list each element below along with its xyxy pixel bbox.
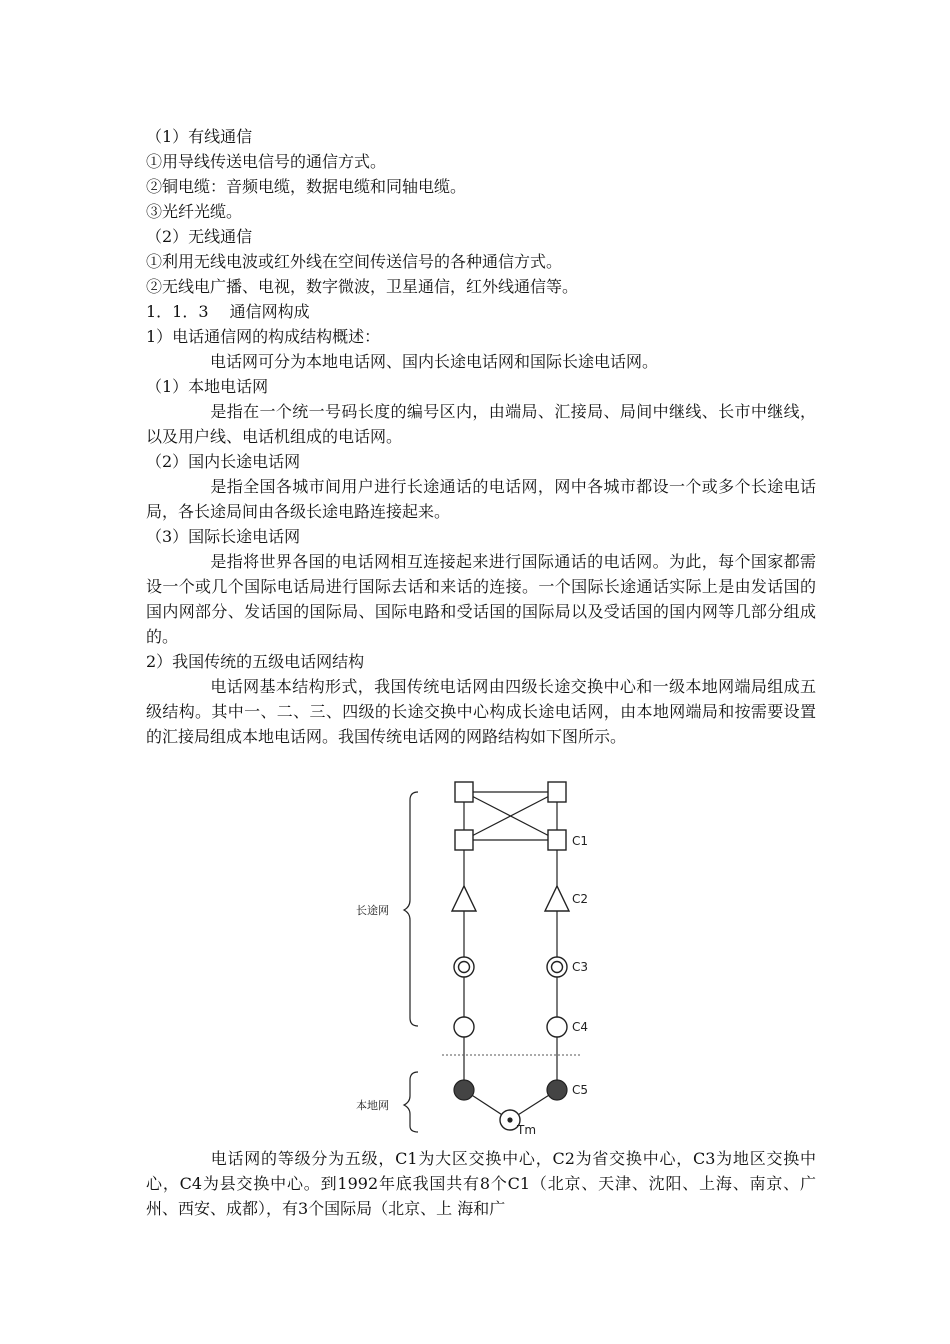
paragraph: 电话网可分为本地电话网、国内长途电话网和国际长途电话网。 (210, 352, 659, 371)
square-node (455, 782, 473, 802)
label-c4: C4 (572, 1020, 589, 1034)
heading-domestic-network: （2）国内长途电话网 (146, 452, 301, 471)
subsection-heading: 1）电话通信网的构成结构概述： (146, 327, 381, 346)
square-node (455, 830, 473, 850)
circle-node (454, 1017, 474, 1037)
section-heading: 1．1．3 通信网构成 (146, 302, 310, 321)
label-tm: Tm (517, 1123, 537, 1137)
paragraph: 是指全国各城市间用户进行长途通话的电话网，网中各城市都设一个或多个长途电话局，各长途局间由各级长途电路连接起来。 (146, 477, 816, 521)
paragraph: 是指在一个统一号码长度的编号区内，由端局、汇接局、局间中继线、长市中继线，以及用户线、电话机组成的电话网。 (146, 402, 816, 446)
circle-node (547, 1017, 567, 1037)
label-c2: C2 (572, 892, 589, 906)
triangle-node (452, 886, 476, 911)
paragraph-after-figure: 电话网的等级分为五级，C1为大区交换中心，C2为省交换中心，C3为地区交换中心，C4为县交换中心。到1992年底我国共有8个C1（北京、天津、沈阳、上海、南京、广州、西安、成都），有3个国际局（北京、上 海和广 (146, 1149, 816, 1218)
label-local: 本地网 (356, 1099, 389, 1112)
main-text (146, 124, 816, 749)
list-item: ②铜电缆：音频电缆，数据电缆和同轴电缆。 (146, 177, 467, 196)
filled-circle-node (454, 1080, 474, 1100)
heading-wireless: （2）无线通信 (146, 227, 253, 246)
list-item: ①利用无线电波或红外线在空间传送信号的各种通信方式。 (146, 252, 563, 271)
paragraph: 是指将世界各国的电话网相互连接起来进行国际通话的电话网。为此，每个国家都需设一个或几个国际电话局进行国际去话和来话的连接。一个国际长途通话实际上是由发话国的国内网部分、发话国的国际局、国际电路和受话国的国际局以及受话国的国内网等几部分组成的。 (146, 552, 816, 646)
triangle-node (545, 886, 569, 911)
label-long-distance: 长途网 (356, 904, 389, 917)
label-c5: C5 (572, 1083, 589, 1097)
heading-local-network: （1）本地电话网 (146, 377, 269, 396)
filled-circle-node (547, 1080, 567, 1100)
heading-wired: （1）有线通信 (146, 127, 253, 146)
paragraph: 电话网基本结构形式，我国传统电话网由四级长途交换中心和一级本地网端局组成五级结构。其中一、二、三、四级的长途交换中心构成长途电话网，由本地网端局和按需要设置的汇接局组成本地电话网。我国传统电话网的网路结构如下图所示。 (146, 677, 816, 746)
heading-five-level: 2）我国传统的五级电话网结构 (146, 652, 365, 671)
list-item: ①用导线传送电信号的通信方式。 (146, 152, 387, 171)
heading-international-network: （3）国际长途电话网 (146, 527, 301, 546)
square-node (548, 782, 566, 802)
label-c1: C1 (572, 834, 589, 848)
square-node (548, 830, 566, 850)
list-item: ②无线电广播、电视，数字微波，卫星通信，红外线通信等。 (146, 277, 579, 296)
network-diagram (352, 770, 596, 1138)
list-item: ③光纤光缆。 (146, 202, 243, 221)
label-c3: C3 (572, 960, 589, 974)
